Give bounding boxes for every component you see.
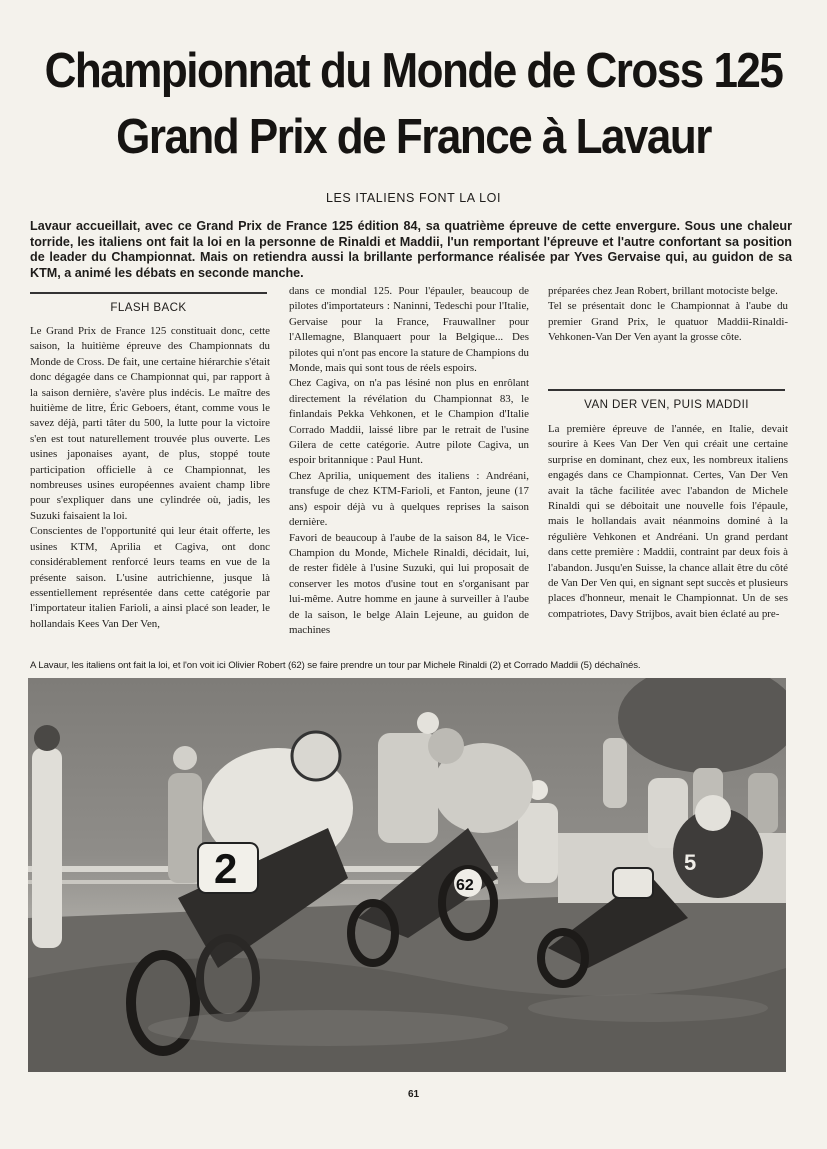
photo-caption: A Lavaur, les italiens ont fait la loi, et l'on voit ici Olivier Robert (62) se faire prendre un tour par Michele Rinaldi (2) et Corrado Maddii (5) déchaînés. [30, 660, 641, 671]
bike-number-62: 62 [456, 877, 474, 894]
motocross-photo-illustration [28, 678, 786, 1072]
bike-number-5: 5 [684, 850, 697, 875]
paragraph: Conscientes de l'opportunité qui leur était offerte, les usines KTM, Aprilia et Cagiva, ont donc considérablement renforcé leurs teams en vue de la présente saison. L'usine autrichienne, jusque là essentiellement représentée dans cette catégorie par l'importateur italien Farioli, a ainsi placé son leader, le hollandais Kees Van Der Ven, [30, 525, 270, 630]
headline-line-1: Championnat du Monde de Cross 125 [44, 43, 783, 98]
paragraph: préparées chez Jean Robert, brillant motociste belge. [548, 285, 778, 297]
page-number: 61 [407, 1089, 420, 1100]
section-heading-flash-back: FLASH BACK [30, 292, 267, 314]
motocross-photo [28, 678, 786, 1072]
column-3-bottom [548, 422, 788, 622]
paragraph: Le Grand Prix de France 125 constituait donc, cette saison, la huitième épreuve des Championnats du Monde de Cross. De fait, une certaine hiérarchie s'était donc dégagée dans ce Championnat qui, par rapport à la saison dernière, s'avère plus indécis. Le maître des huitième de litre, Éric Geboers, étant, comme vous le savez déjà, parti tâter du 500, la lutte pour la victoire s'en est tout naturellement trouvée plus ouverte. Les usines japonaises ayant, de plus, stoppé toute participation officielle à ce Championnat, les nombreuses usines européennes avaient champ libre pour s'expliquer dans une cylindrée où, jadis, les Suzuki faisaient la loi. [30, 325, 270, 522]
paragraph: dans ce mondial 125. Pour l'épauler, beaucoup de pilotes d'importateurs : Naninni, Tedeschi pour l'Italie, Gervaise pour la France, Frauwallner pour l'Allemagne, Blanquaert pour la Belgique... Des pilotes qui n'ont pas encore la stature de Champions du Monde, mais qui sont tous de réels espoirs. [289, 285, 529, 375]
paragraph: Chez Aprilia, uniquement des italiens : Andréani, transfuge de chez KTM-Farioli, et Fanton, jeune (17 ans) espoir déjà vu à quelques reprises la saison dernière. [289, 469, 529, 529]
column-2 [289, 284, 529, 638]
paragraph: Favori de beaucoup à l'aube de la saison 84, le Vice-Champion du Monde, Michele Rinaldi, décidait, lui, de rester fidèle à l'usine Suzuki, qui lui proposait de conserver les motos d'usine tout en s'organisant par lui-même. Autre homme en jaune à surveiller à l'aube de la saison, le belge Alain Lejeune, au guidon de machines [289, 531, 529, 636]
lead-paragraph: Lavaur accueillait, avec ce Grand Prix de France 125 édition 84, sa quatrième épreuve de cette envergure. Sous une chaleur torride, les italiens ont fait la loi en la personne de Rinaldi et Maddii, l'un remportant l'épreuve et l'autre confortant sa position de leader du Championnat. Mais on retiendra aussi la brillante performance réalisée par Yves Gervaise qui, au guidon de sa KTM, a animé les débats en seconde manche. [30, 219, 792, 280]
column-1 [30, 324, 270, 632]
paragraph: Chez Cagiva, on n'a pas lésiné non plus en enrôlant directement la révélation du Championnat 83, le finlandais Pekka Vehkonen, et le Champion d'Italie Corrado Maddii, laissé libre par le retrait de l'usine Gilera de cette catégorie. Autre pilote Cagiva, un espoir britannique : Paul Hunt. [289, 377, 529, 467]
paragraph: Tel se présentait donc le Championnat à l'aube du premier Grand Prix, le quatuor Maddii-Rinaldi-Vehkonen-Van Der Ven ayant la grosse côte. [548, 300, 788, 344]
section-heading-van-der-ven: VAN DER VEN, PUIS MADDII [548, 389, 785, 411]
headline-line-2: Grand Prix de France à Lavaur [116, 109, 711, 164]
article-subtitle: LES ITALIENS FONT LA LOI [325, 191, 502, 205]
bike-number-2: 2 [214, 845, 238, 892]
column-3-top [548, 284, 788, 346]
paragraph: La première épreuve de l'année, en Italie, devait sourire à Kees Van Der Ven qui créait une certaine surprise en dominant, chez eux, les nombreux italiens engagés dans ce Championnat. Certes, Van Der Ven avait la tâche facilitée avec l'abandon de Michele Rinaldi qui se déboitait une nouvelle fois l'épaule, mais le hollandais avait néanmoins dominé à la régulière Vehkonen et Andréani. Un grand perdant dans cette première : Maddii, contraint par deux fois à l'abandon. Jusqu'en Suisse, la chance allait être du côté de Van Der Ven qui, en signant sept succès et plusieurs places d'honneur, menait le Championnat. Un de ses compatriotes, Davy Strijbos, avait bien éclaté au pre- [548, 423, 788, 620]
